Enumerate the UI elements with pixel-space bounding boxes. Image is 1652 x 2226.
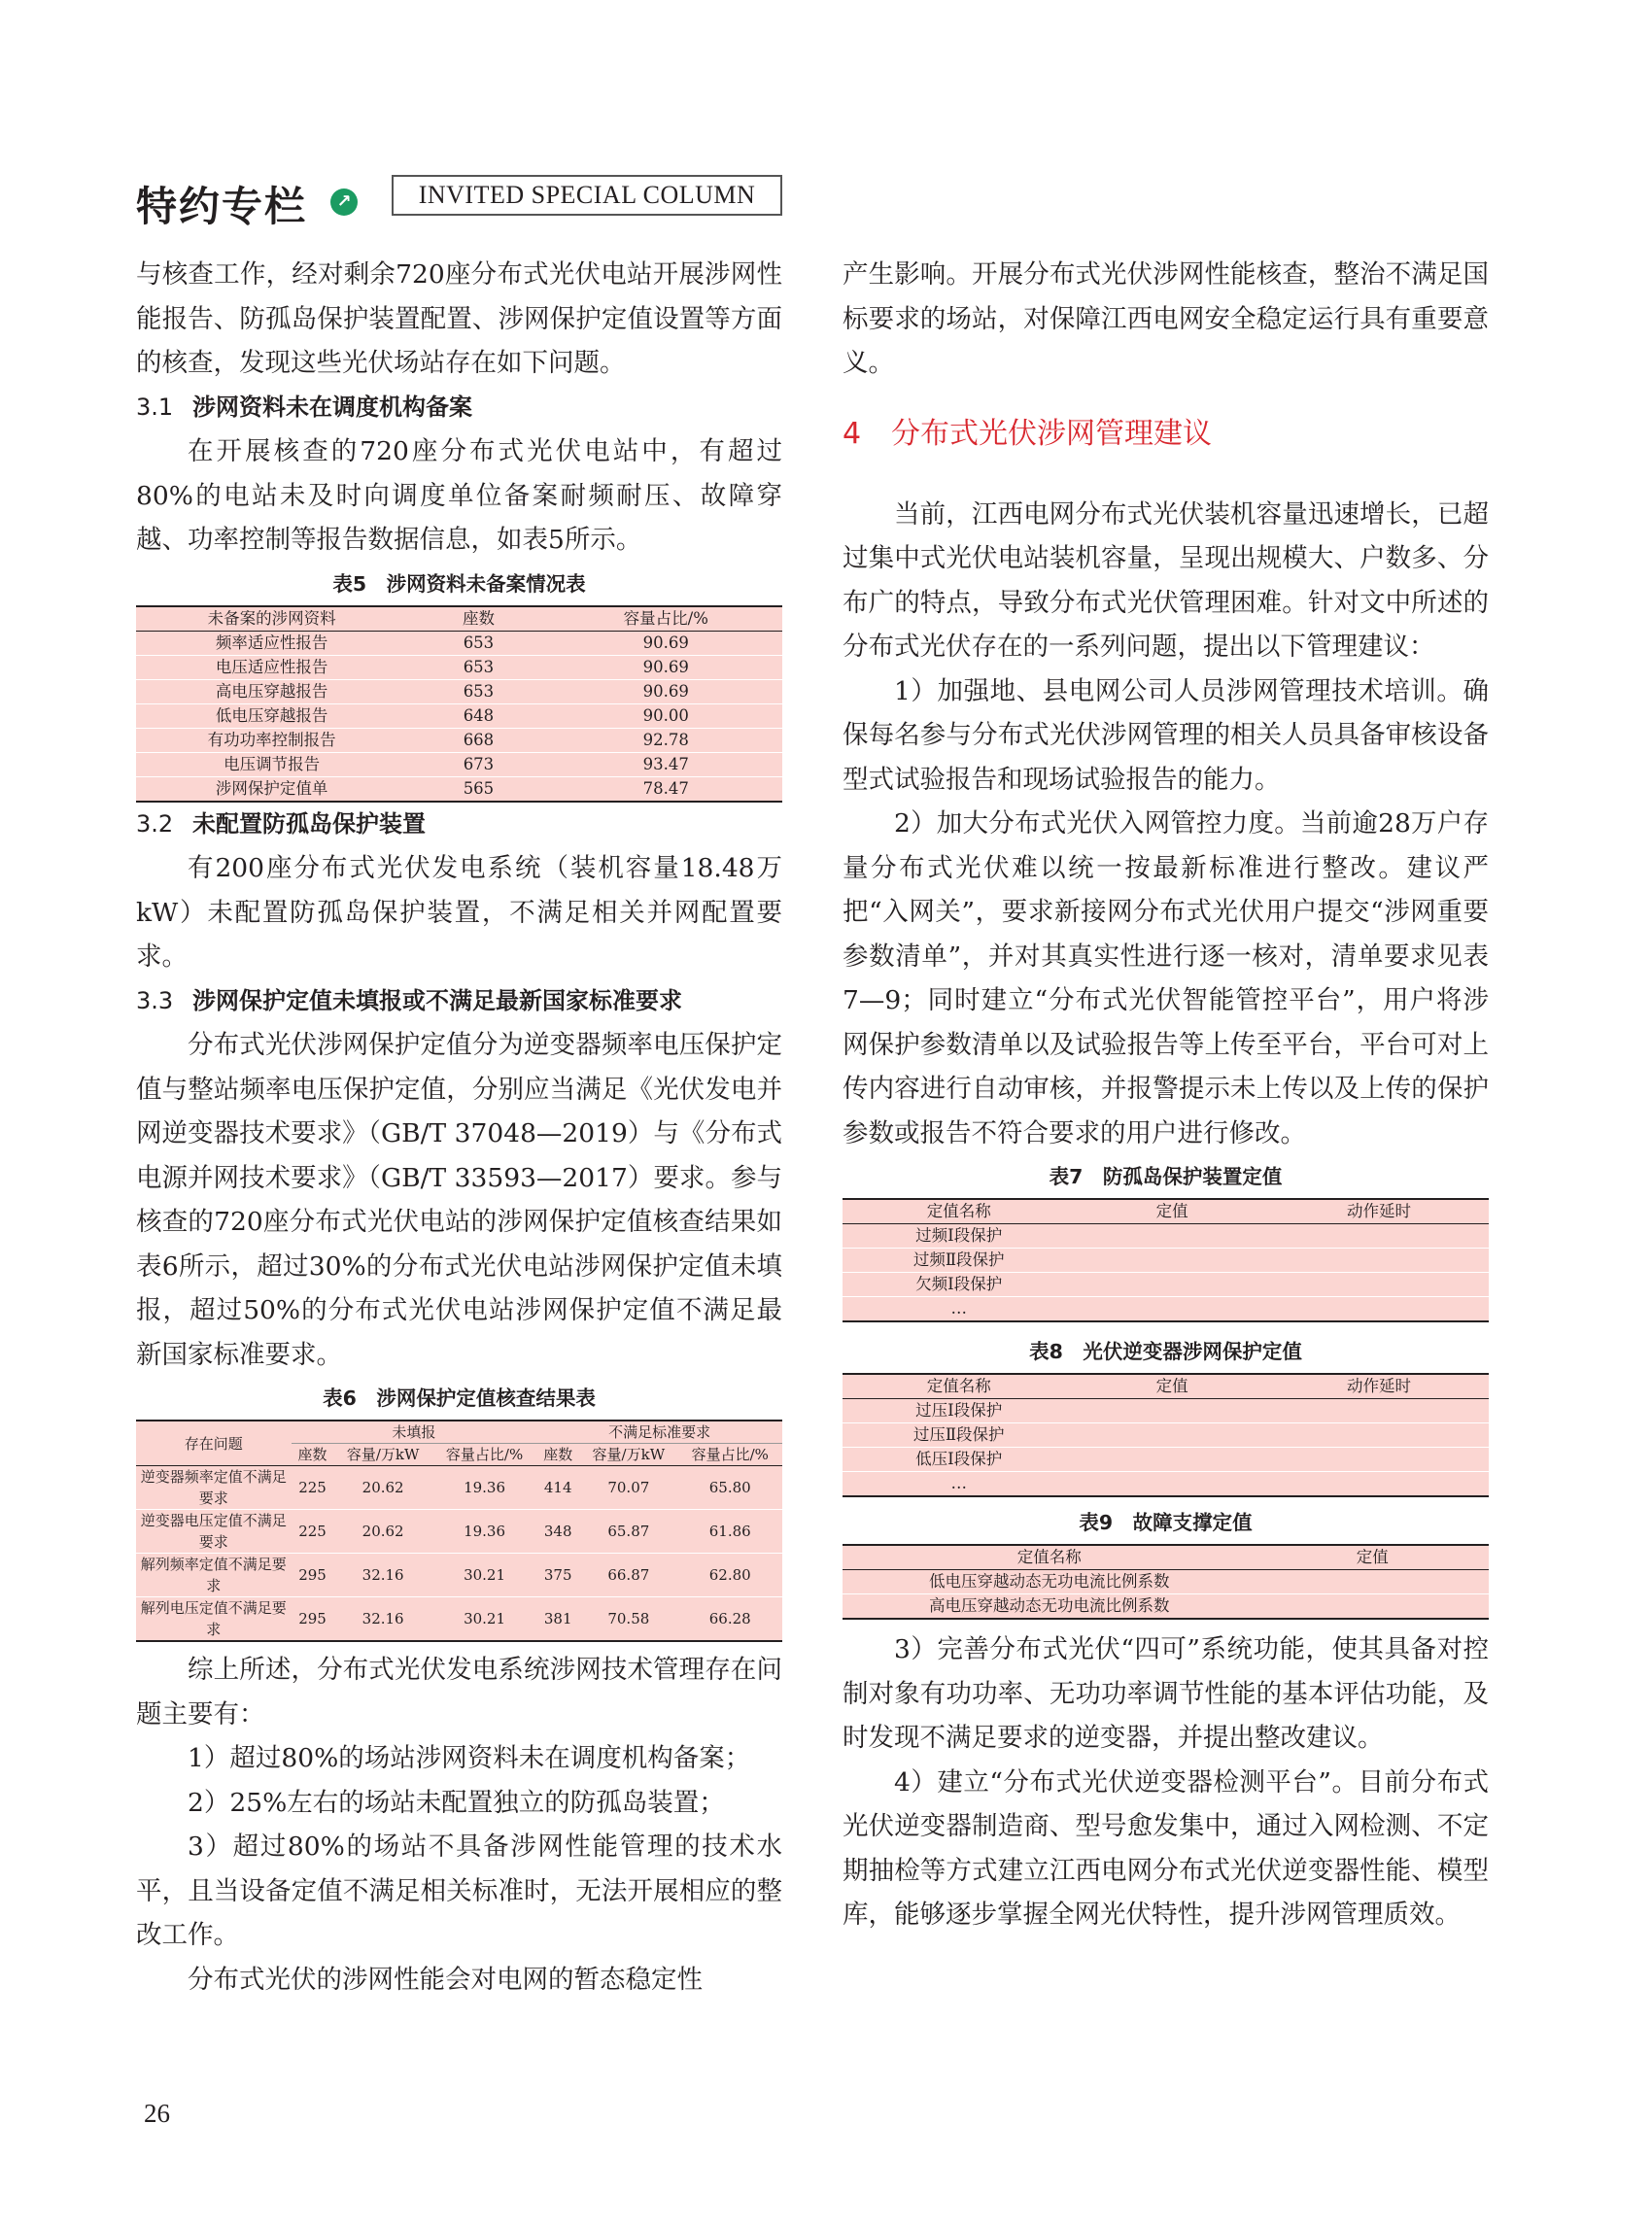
table-header-cell: 定值 <box>1075 1199 1269 1224</box>
section-heading-3-1 <box>136 386 782 430</box>
table-header-row <box>843 1374 1489 1399</box>
table-5-caption: 表5 涉网资料未备案情况表 <box>332 571 586 596</box>
table-row <box>136 728 782 752</box>
list-item: 2）加大分布式光伏入网管控力度。当前逾28万户存量分布式光伏难以统一按最新标准进行整改。建议严把“入网关”，要求新接网分布式光伏用户提交“涉网重要参数清单”，并对其真实性进行逐一核对，清单要求见表7—9；同时建立“分布式光伏智能管控平台”，用户将涉网保护参数清单以及试验报告等上传至平台，平台可对上传内容进行自动审核，并报警提示未上传以及上传的保护参数或报告不符合要求的用户进行修改。 <box>843 808 1489 1148</box>
table-cell: 92.78 <box>550 728 782 752</box>
table-7 <box>843 1198 1489 1322</box>
paragraph: 综上所述，分布式光伏发电系统涉网技术管理存在问题主要有： <box>136 1655 782 1729</box>
table-8-caption: 表8 光伏逆变器涉网保护定值 <box>1029 1340 1302 1363</box>
section-heading-3-2 <box>136 803 782 847</box>
table-cell: 高电压穿越动态无功电流比例系数 <box>843 1594 1256 1620</box>
table-row <box>843 1399 1489 1423</box>
table-cell: 648 <box>407 703 549 728</box>
table-cell: 20.62 <box>333 1466 431 1510</box>
table-header-row <box>136 1421 782 1444</box>
table-row <box>843 1570 1489 1594</box>
table-header-cell: 容量占比/% <box>550 606 782 632</box>
table-cell: 电压适应性报告 <box>136 655 407 679</box>
table-cell: 90.69 <box>550 679 782 703</box>
table-header-cell: 容量/万kW <box>333 1444 431 1466</box>
section-title: 未配置防孤岛保护装置 <box>192 809 426 838</box>
table-row <box>843 1273 1489 1297</box>
table-cell: 32.16 <box>333 1554 431 1597</box>
table-cell: 375 <box>536 1554 579 1597</box>
list-item: 4）建立“分布式光伏逆变器检测平台”。目前分布式光伏逆变器制造商、型号愈发集中，通过入网检测、不定期抽检等方式建立江西电网分布式光伏逆变器性能、模型库，能够逐步掌握全网光伏特性，提升涉网管理质效。 <box>843 1766 1489 1930</box>
table-cell: 65.80 <box>678 1466 783 1510</box>
table-cell: 348 <box>536 1510 579 1554</box>
column-title: 特约专栏 <box>136 183 308 230</box>
table-header-cell: 座数 <box>407 606 549 632</box>
table-cell: 过压Ⅰ段保护 <box>843 1399 1075 1423</box>
section-number: 3.2 <box>136 809 174 838</box>
section-number: 4 <box>843 416 862 451</box>
table-row <box>136 776 782 802</box>
table-cell: 668 <box>407 728 549 752</box>
table-cell: 66.87 <box>579 1554 677 1597</box>
table-9 <box>843 1544 1489 1620</box>
table-header-cell: 定值名称 <box>843 1545 1256 1570</box>
table-7-caption: 表7 防孤岛保护装置定值 <box>1049 1165 1283 1188</box>
table-cell: 414 <box>536 1466 579 1510</box>
table-cell: 295 <box>292 1597 334 1642</box>
table-row <box>136 1597 782 1642</box>
table-cell: 逆变器频率定值不满足要求 <box>136 1466 292 1510</box>
table-cell: 65.87 <box>579 1510 677 1554</box>
table-row <box>136 1554 782 1597</box>
table-cell: 381 <box>536 1597 579 1642</box>
table-cell: 过压Ⅱ段保护 <box>843 1423 1075 1448</box>
table-cell: 逆变器电压定值不满足要求 <box>136 1510 292 1554</box>
table-cell: 90.00 <box>550 703 782 728</box>
table-cell: 70.07 <box>579 1466 677 1510</box>
table-row <box>843 1224 1489 1249</box>
table-cell: 653 <box>407 679 549 703</box>
table-cell: 295 <box>292 1554 334 1597</box>
table-header-cell: 容量占比/% <box>678 1444 783 1466</box>
table-6 <box>136 1420 782 1642</box>
table-cell: 涉网保护定值单 <box>136 776 407 802</box>
table-cell: 673 <box>407 752 549 776</box>
table-row <box>136 679 782 703</box>
table-cell: 32.16 <box>333 1597 431 1642</box>
paragraph: 在开展核查的720座分布式光伏电站中，有超过80%的电站未及时向调度单位备案耐频耐压、故障穿越、功率控制等报告数据信息，如表5所示。 <box>136 436 782 555</box>
table-cell: … <box>843 1472 1075 1497</box>
table-header-cell: 定值 <box>1256 1545 1489 1570</box>
table-header-row <box>843 1545 1489 1570</box>
table-row <box>136 1510 782 1554</box>
table-header-row <box>136 606 782 632</box>
section-title: 涉网保护定值未填报或不满足最新国家标准要求 <box>192 986 682 1014</box>
table-cell: 90.69 <box>550 655 782 679</box>
table-cell: 有功功率控制报告 <box>136 728 407 752</box>
paragraph: 当前，江西电网分布式光伏装机容量迅速增长，已超过集中式光伏电站装机容量，呈现出规模大、户数多、分布广的特点，导致分布式光伏管理困难。针对文中所述的分布式光伏存在的一系列问题，提出以下管理建议： <box>843 498 1489 662</box>
table-header-cell: 存在问题 <box>136 1421 292 1466</box>
left-column <box>136 253 782 2002</box>
section-heading-3-3 <box>136 979 782 1024</box>
table-header-cell: 不满足标准要求 <box>536 1421 782 1444</box>
table-header-row <box>843 1199 1489 1224</box>
column-header <box>136 173 797 231</box>
table-6-caption: 表6 涉网保护定值核查结果表 <box>323 1387 596 1410</box>
list-item: 1）超过80%的场站涉网资料未在调度机构备案； <box>188 1743 751 1773</box>
table-row <box>136 631 782 655</box>
table-cell: 225 <box>292 1510 334 1554</box>
table-cell: 19.36 <box>432 1510 536 1554</box>
table-cell: 62.80 <box>678 1554 783 1597</box>
table-cell: 653 <box>407 655 549 679</box>
paragraph: 分布式光伏的涉网性能会对电网的暂态稳定性 <box>188 1964 703 1995</box>
section-number: 3.1 <box>136 393 174 421</box>
table-cell: 93.47 <box>550 752 782 776</box>
table-cell: 61.86 <box>678 1510 783 1554</box>
table-cell: 30.21 <box>432 1597 536 1642</box>
section-heading-4 <box>843 415 1489 454</box>
table-cell: … <box>843 1297 1075 1322</box>
table-cell: 解列电压定值不满足要求 <box>136 1597 292 1642</box>
table-cell: 90.69 <box>550 631 782 655</box>
table-cell: 过频Ⅱ段保护 <box>843 1249 1075 1273</box>
table-row <box>136 655 782 679</box>
table-cell: 653 <box>407 631 549 655</box>
list-item: 3）超过80%的场站不具备涉网性能管理的技术水平，且当设备定值不满足相关标准时，无法开展相应的整改工作。 <box>136 1832 782 1950</box>
table-row <box>843 1249 1489 1273</box>
table-cell: 225 <box>292 1466 334 1510</box>
column-title-english: INVITED SPECIAL COLUMN <box>392 175 782 216</box>
paragraph: 与核查工作，经对剩余720座分布式光伏电站开展涉网性能报告、防孤岛保护装置配置、涉网保护定值设置等方面的核查，发现这些光伏场站存在如下问题。 <box>136 259 782 378</box>
table-header-cell: 定值 <box>1075 1374 1269 1399</box>
table-cell: 78.47 <box>550 776 782 802</box>
table-header-cell: 容量/万kW <box>579 1444 677 1466</box>
table-cell: 欠频Ⅰ段保护 <box>843 1273 1075 1297</box>
table-row <box>136 752 782 776</box>
list-item: 2）25%左右的场站未配置独立的防孤岛装置； <box>188 1787 725 1818</box>
table-cell: 565 <box>407 776 549 802</box>
paragraph: 分布式光伏涉网保护定值分为逆变器频率电压保护定值与整站频率电压保护定值，分别应当满足《光伏发电并网逆变器技术要求》（GB/T 37048—2019）与《分布式电源并网技术要求》（GB/T 33593—2017）要求。参与核查的720座分布式光伏电站的涉网保护定值核查结果如表6所示，超过30%的分布式光伏电站涉网保护定值未填报，超过50%的分布式光伏电站涉网保护定值不满足最新国家标准要求。 <box>136 1030 782 1370</box>
paragraph: 有200座分布式光伏发电系统（装机容量18.48万kW）未配置防孤岛保护装置，不满足相关并网配置要求。 <box>136 853 782 972</box>
table-row <box>843 1472 1489 1497</box>
paragraph: 产生影响。开展分布式光伏涉网性能核查，整治不满足国标要求的场站，对保障江西电网安全稳定运行具有重要意义。 <box>843 259 1489 378</box>
table-row <box>136 1466 782 1510</box>
page-number: 26 <box>144 2099 170 2128</box>
table-header-cell: 定值名称 <box>843 1199 1075 1224</box>
table-header-cell: 未备案的涉网资料 <box>136 606 407 632</box>
table-header-cell: 动作延时 <box>1269 1374 1489 1399</box>
list-item: 3）完善分布式光伏“四可”系统功能，使其具备对控制对象有功功率、无功功率调节性能的基本评估功能，及时发现不满足要求的逆变器，并提出整改建议。 <box>843 1634 1489 1753</box>
table-cell: 解列频率定值不满足要求 <box>136 1554 292 1597</box>
table-cell: 过频Ⅰ段保护 <box>843 1224 1075 1249</box>
arrow-icon: ↗ <box>330 188 358 216</box>
table-cell: 20.62 <box>333 1510 431 1554</box>
table-header-cell: 定值名称 <box>843 1374 1075 1399</box>
right-column <box>843 253 1489 1937</box>
section-title: 涉网资料未在调度机构备案 <box>192 393 472 421</box>
table-8 <box>843 1373 1489 1497</box>
table-header-cell: 动作延时 <box>1269 1199 1489 1224</box>
table-cell: 电压调节报告 <box>136 752 407 776</box>
list-item: 1）加强地、县电网公司人员涉网管理技术培训。确保每名参与分布式光伏涉网管理的相关人员具备审核设备型式试验报告和现场试验报告的能力。 <box>843 675 1489 795</box>
table-header-cell: 座数 <box>292 1444 334 1466</box>
table-row <box>136 703 782 728</box>
table-header-cell: 座数 <box>536 1444 579 1466</box>
table-cell: 30.21 <box>432 1554 536 1597</box>
table-cell: 高电压穿越报告 <box>136 679 407 703</box>
table-cell: 低电压穿越动态无功电流比例系数 <box>843 1570 1256 1594</box>
table-cell: 70.58 <box>579 1597 677 1642</box>
table-row <box>843 1448 1489 1472</box>
table-row <box>843 1423 1489 1448</box>
table-cell: 66.28 <box>678 1597 783 1642</box>
table-cell: 频率适应性报告 <box>136 631 407 655</box>
table-row <box>843 1594 1489 1620</box>
table-5 <box>136 605 782 803</box>
table-cell: 低电压穿越报告 <box>136 703 407 728</box>
section-number: 3.3 <box>136 986 174 1014</box>
table-9-caption: 表9 故障支撑定值 <box>1079 1511 1253 1534</box>
table-header-cell: 容量占比/% <box>432 1444 536 1466</box>
section-title: 分布式光伏涉网管理建议 <box>891 416 1212 451</box>
table-row <box>843 1297 1489 1322</box>
table-cell: 19.36 <box>432 1466 536 1510</box>
table-header-cell: 未填报 <box>292 1421 537 1444</box>
table-cell: 低压Ⅰ段保护 <box>843 1448 1075 1472</box>
